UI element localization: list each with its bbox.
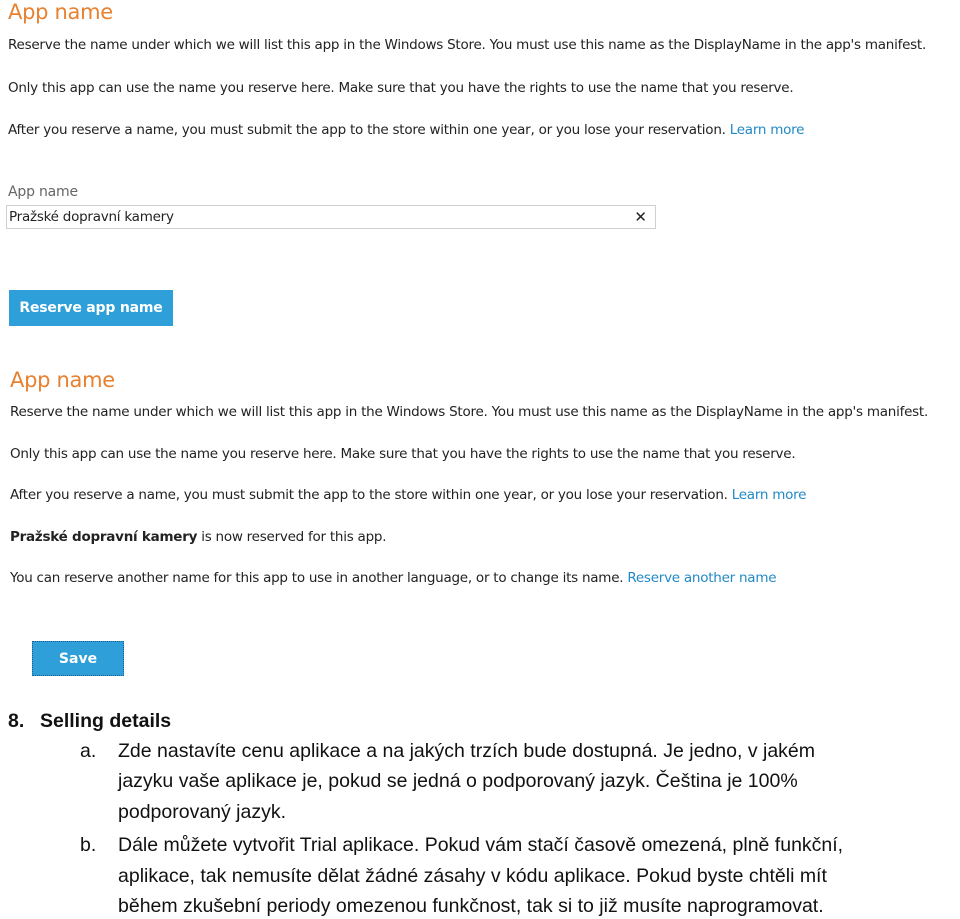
save-button[interactable]: Save bbox=[32, 641, 124, 676]
item-a-line: podporovaný jazyk. bbox=[118, 801, 287, 823]
panel1-reservation-sentence: After you reserve a name, you must submit the app to the store within one year, or you lose your reservation. bbox=[8, 122, 726, 138]
item-b-line: Dále můžete vytvořit Trial aplikace. Pokud vám stačí časově omezená, plně funkční, bbox=[118, 834, 844, 856]
reserve-another-text-line bbox=[10, 570, 776, 586]
item-b-line: během zkušební periody omezenou funkčnost, tak si to již musíte naprogramovat. bbox=[118, 895, 824, 917]
reserved-confirmation bbox=[10, 529, 386, 545]
app-name-field-label: App name bbox=[8, 184, 78, 200]
section-number: 8. bbox=[8, 710, 25, 732]
panel1-title: App name bbox=[8, 0, 113, 24]
item-b-marker: b. bbox=[80, 834, 97, 856]
panel2-title: App name bbox=[10, 368, 115, 392]
item-a-marker: a. bbox=[80, 740, 97, 762]
panel2-reservation-text bbox=[10, 487, 806, 503]
reserved-confirmation-text: is now reserved for this app. bbox=[197, 529, 387, 545]
panel2-intro-text: Reserve the name under which we will list this app in the Windows Store. You must use this name as the DisplayName in the app's manifest. bbox=[10, 404, 929, 420]
panel1-learn-more-link[interactable]: Learn more bbox=[729, 122, 805, 138]
reserve-another-name-link[interactable]: Reserve another name bbox=[627, 570, 777, 586]
reserve-another-text: You can reserve another name for this app to use in another language, or to change its name. bbox=[10, 570, 624, 586]
item-b-line: aplikace, tak nemusíte dělat žádné zásahy v kódu aplikace. Pokud byste chtěli mít bbox=[118, 865, 827, 887]
reserved-app-name: Pražské dopravní kamery bbox=[10, 529, 198, 545]
panel2-reservation-sentence: After you reserve a name, you must submit the app to the store within one year, or you lose your reservation. bbox=[10, 487, 728, 503]
reserve-app-name-button[interactable]: Reserve app name bbox=[9, 290, 173, 326]
panel2-learn-more-link[interactable]: Learn more bbox=[731, 487, 807, 503]
panel1-reservation-text bbox=[8, 122, 804, 138]
clear-icon[interactable]: ✕ bbox=[634, 208, 647, 226]
panel1-intro-text: Reserve the name under which we will list this app in the Windows Store. You must use this name as the DisplayName in the app's manifest. bbox=[8, 37, 927, 53]
panel1-rights-text: Only this app can use the name you reserve here. Make sure that you have the rights to use the name that you reserve. bbox=[8, 80, 794, 96]
section-title: Selling details bbox=[40, 710, 172, 732]
app-name-input[interactable] bbox=[9, 208, 609, 226]
panel2-rights-text: Only this app can use the name you reserve here. Make sure that you have the rights to use the name that you reserve. bbox=[10, 446, 796, 462]
item-a-line: Zde nastavíte cenu aplikace a na jakých trzích bude dostupná. Je jedno, v jakém bbox=[118, 740, 816, 762]
item-a-line: jazyku vaše aplikace je, pokud se jedná o podporovaný jazyk. Čeština je 100% bbox=[118, 770, 798, 792]
app-name-field bbox=[6, 205, 656, 229]
